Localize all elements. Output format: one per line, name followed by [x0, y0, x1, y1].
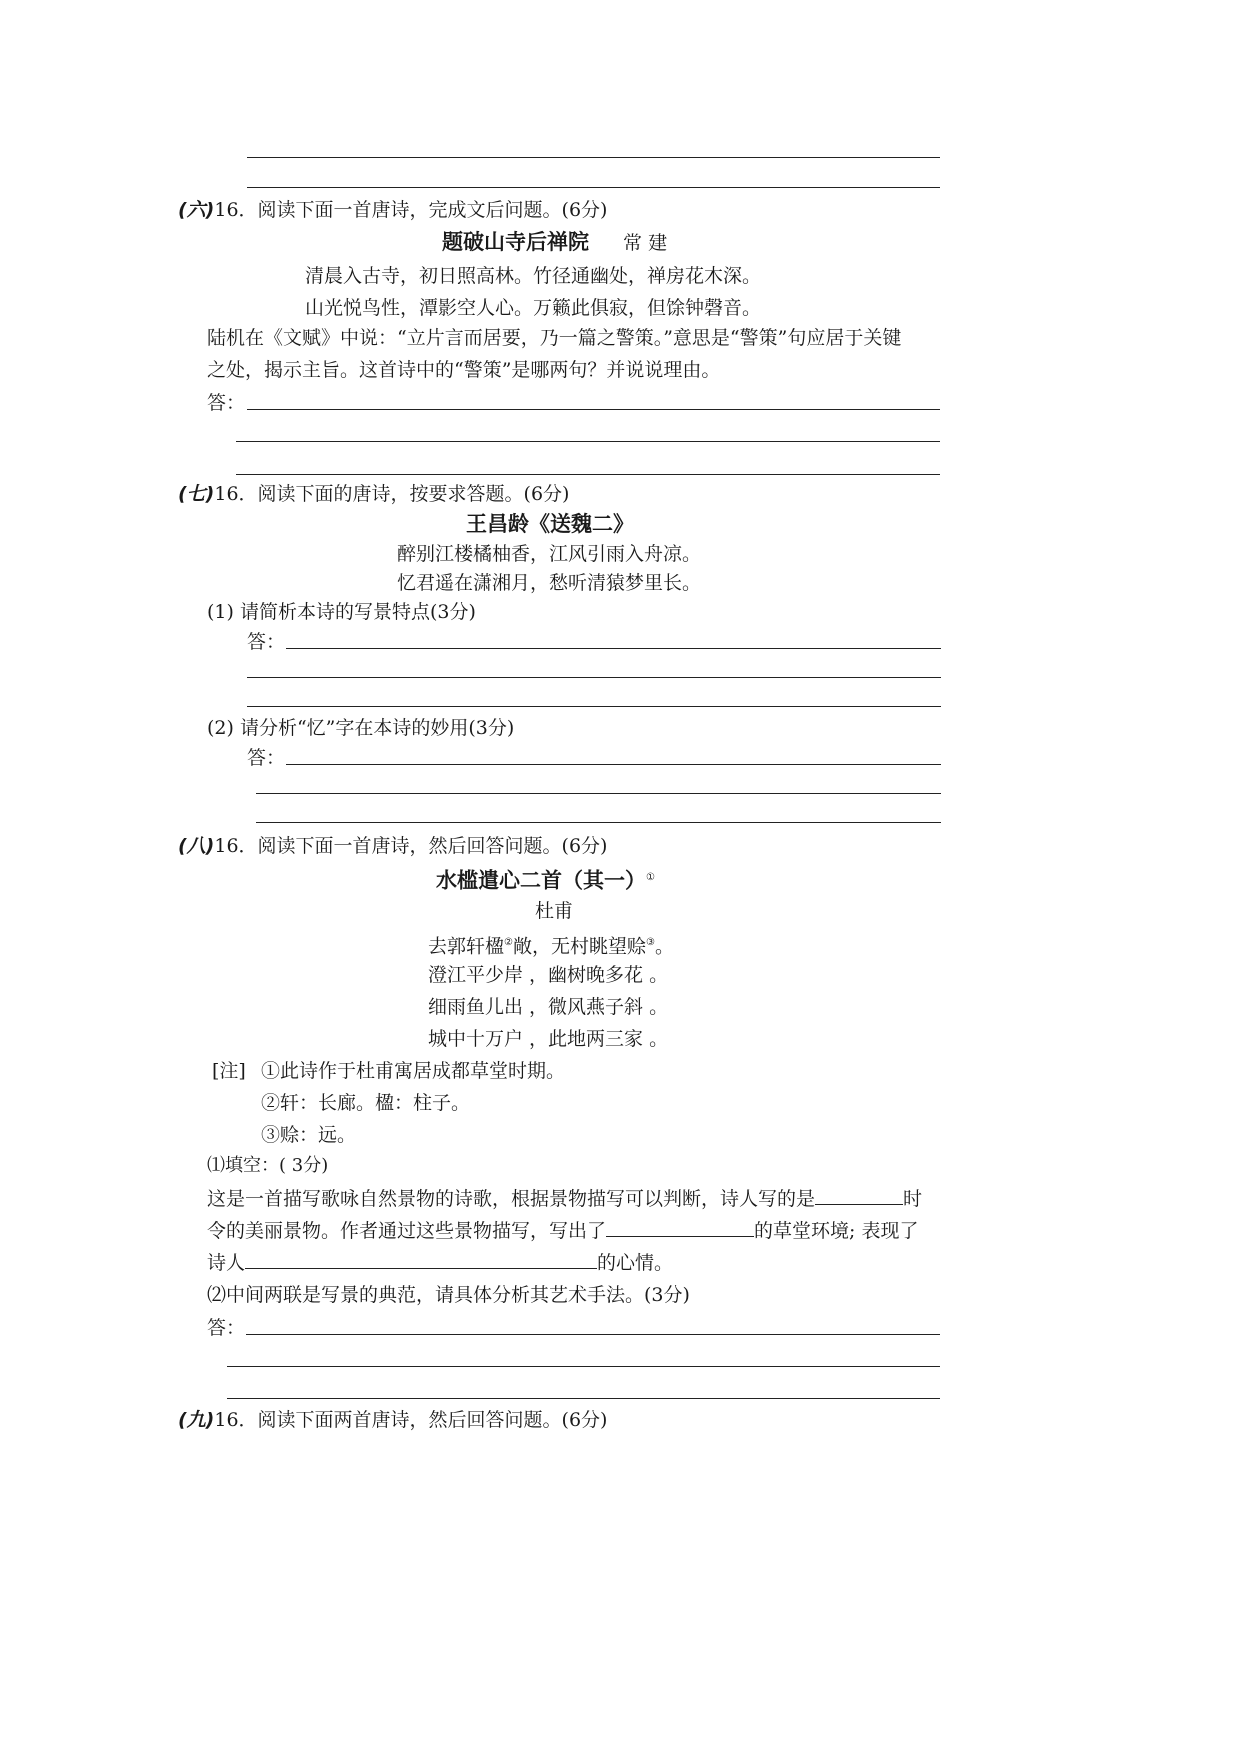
answer-line[interactable] [247, 157, 940, 158]
fill-blank[interactable] [606, 1218, 754, 1237]
question-text: 16．阅读下面一首唐诗，完成文后问题。(6分) [214, 199, 608, 221]
text: 诗人 [207, 1252, 246, 1274]
footnote-marker: ② [504, 937, 513, 948]
question-text: 16．阅读下面的唐诗，按要求答题。(6分) [214, 483, 570, 505]
poem-line: 澄江平少岸 ，幽树晚多花 。 [428, 964, 669, 986]
section-label: (八) [178, 835, 215, 857]
answer-label: 答： [207, 1317, 246, 1339]
poem-line [428, 931, 674, 958]
footnote-marker: ③ [646, 937, 655, 948]
answer-label: 答： [207, 392, 246, 414]
poem-line: 城中十万户 ，此地两三家 。 [428, 1028, 669, 1050]
poem-line: 细雨鱼儿出 ，微风燕子斜 。 [428, 996, 669, 1018]
text: 令的美丽景物。作者通过这些景物描写，写出了 [207, 1220, 607, 1242]
text: 去郭轩楹 [428, 935, 505, 958]
fill-blank[interactable] [245, 1250, 597, 1269]
section-6-heading [178, 198, 607, 222]
poem-author: 常 建 [623, 232, 668, 254]
text: 这是一首描写歌咏自然景物的诗歌，根据景物描写可以判断，诗人写的是 [207, 1188, 816, 1210]
answer-line[interactable] [246, 1334, 940, 1335]
answer-line[interactable] [256, 793, 941, 794]
sub-question: (1) 请简析本诗的写景特点(3分) [207, 601, 476, 623]
section-7-heading [178, 482, 569, 506]
text: 的心情。 [597, 1252, 674, 1274]
answer-line[interactable] [247, 187, 940, 188]
section-8-heading [178, 834, 607, 858]
poem-title-row [442, 230, 667, 255]
section-9-heading [178, 1408, 607, 1432]
note-label: [注] [212, 1060, 246, 1082]
text: 时 [903, 1188, 923, 1210]
note-item: ③赊：远。 [261, 1124, 357, 1146]
fill-line-3 [207, 1250, 673, 1275]
answer-line[interactable] [227, 1366, 940, 1367]
section-label: (七) [178, 483, 215, 505]
text: 。 [654, 935, 674, 958]
answer-line[interactable] [286, 648, 941, 649]
text: 的草堂环境; 表现了 [754, 1220, 919, 1242]
poem-line: 醉别江楼橘柚香，江风引雨入舟凉。 [397, 543, 702, 565]
poem-line: 忆君遥在潇湘月，愁听清猿梦里长。 [397, 572, 702, 594]
poem-line: 山光悦鸟性，潭影空人心。万籁此俱寂，但馀钟磬音。 [305, 297, 762, 319]
poem-line: 清晨入古寺，初日照高林。竹径通幽处，禅房花木深。 [305, 265, 762, 287]
note-item: ②轩：长廊。楹：柱子。 [261, 1092, 471, 1114]
sub-question: ⑴填空：( 3分) [207, 1155, 329, 1176]
fill-line-1 [207, 1186, 922, 1211]
answer-line[interactable] [286, 764, 941, 765]
answer-line[interactable] [247, 677, 941, 678]
prompt-text: 之处，揭示主旨。这首诗中的“警策”是哪两句？并说说理由。 [207, 359, 721, 381]
sub-question: (2) 请分析“忆”字在本诗的妙用(3分) [207, 717, 515, 739]
answer-line[interactable] [256, 822, 941, 823]
section-label: (六) [178, 199, 215, 221]
footnote-marker: ① [646, 872, 655, 883]
poem-title: 水槛遣心二首（其一） [436, 868, 646, 893]
answer-line[interactable] [227, 1398, 940, 1399]
answer-line[interactable] [247, 409, 940, 410]
question-text: 16．阅读下面一首唐诗，然后回答问题。(6分) [214, 835, 608, 857]
answer-line[interactable] [247, 706, 941, 707]
poem-title: 题破山寺后禅院 [442, 230, 589, 254]
answer-label: 答： [247, 631, 286, 653]
section-label: (九) [178, 1409, 215, 1431]
answer-line[interactable] [236, 441, 940, 442]
prompt-text: 陆机在《文赋》中说：“立片言而居要，乃一篇之警策。”意思是“警策”句应居于关键 [207, 327, 902, 349]
sub-question: ⑵中间两联是写景的典范，请具体分析其艺术手法。(3分) [207, 1284, 690, 1306]
text: 敞，无村眺望赊 [512, 935, 646, 958]
fill-blank[interactable] [815, 1186, 903, 1205]
poem-title-row [436, 866, 655, 893]
poem-author: 杜甫 [535, 900, 574, 922]
fill-line-2 [207, 1218, 918, 1243]
question-text: 16．阅读下面两首唐诗，然后回答问题。(6分) [214, 1409, 608, 1431]
poem-title: 王昌龄《送魏二》 [466, 512, 634, 536]
note-item: ①此诗作于杜甫寓居成都草堂时期。 [261, 1060, 566, 1082]
answer-line[interactable] [236, 474, 940, 475]
answer-label: 答： [247, 747, 286, 769]
